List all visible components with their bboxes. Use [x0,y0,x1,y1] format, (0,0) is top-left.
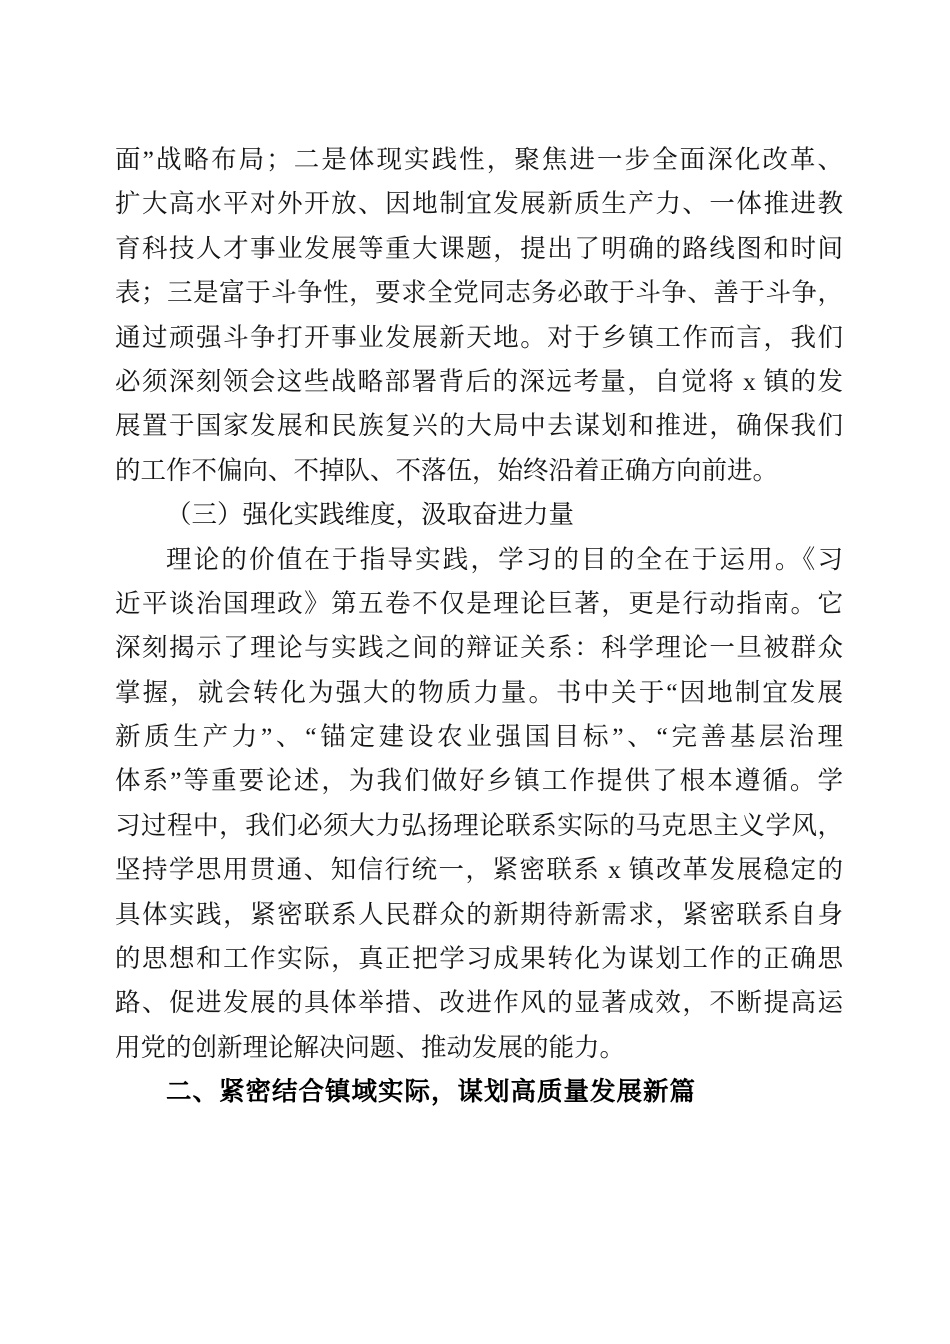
text-line: 面”战略布局；二是体现实践性，聚焦进一步全面深化改革、 [115,145,843,174]
text-line: 深刻揭示了理论与实践之间的辩证关系：科学理论一旦被群众 [115,633,843,663]
text-line: 体系”等重要论述，为我们做好乡镇工作提供了根本遵循。学 [115,766,843,796]
text-line: 表；三是富于斗争性，要求全党同志务必敢于斗争、善于斗争， [115,278,843,308]
text-line: 习过程中，我们必须大力弘扬理论联系实际的马克思主义学风， [115,810,843,840]
text-line: 育科技人才事业发展等重大课题，提出了明确的路线图和时间 [115,233,843,263]
section-heading-level1: 二、紧密结合镇域实际，谋划高质量发展新篇 [166,1078,697,1107]
text-line: 通过顽强斗争打开事业发展新天地。对于乡镇工作而言，我们 [115,322,843,352]
paragraph-theory-practice [115,538,843,1071]
text-line: 具体实践，紧密联系人民群众的新期待新需求，紧密联系自身 [115,899,843,929]
text-line: 掌握，就会转化为强大的物质力量。书中关于“因地制宜发展 [115,677,843,707]
text-line: 的思想和工作实际，真正把学习成果转化为谋划工作的正确思 [115,944,843,974]
text-line: 展置于国家发展和民族复兴的大局中去谋划和推进，确保我们 [115,411,843,441]
text-line: 扩大高水平对外开放、因地制宜发展新质生产力、一体推进教 [115,189,843,219]
text-line: 的工作不偏向、不掉队、不落伍，始终沿着正确方向前进。 [115,455,779,485]
section-heading-level3: （三）强化实践维度，汲取奋进力量 [166,500,575,530]
paragraph-continued [115,138,843,493]
text-line: 坚持学思用贯通、知信行统一，紧密联系 x 镇改革发展稳定的 [115,855,843,885]
text-line: 用党的创新理论解决问题、推动发展的能力。 [115,1032,626,1062]
text-line: 近平谈治国理政》第五卷不仅是理论巨著，更是行动指南。它 [115,588,843,618]
text-line: 路、促进发展的具体举措、改进作风的显著成效，不断提高运 [115,988,843,1018]
text-line: 必须深刻领会这些战略部署背后的深远考量，自觉将 x 镇的发 [115,366,843,396]
text-block [115,138,843,1115]
text-line: 理论的价值在于指导实践，学习的目的全在于运用。《习 [166,544,843,574]
text-line: 新质生产力”、“锚定建设农业强国目标”、“完善基层治理 [115,722,843,752]
